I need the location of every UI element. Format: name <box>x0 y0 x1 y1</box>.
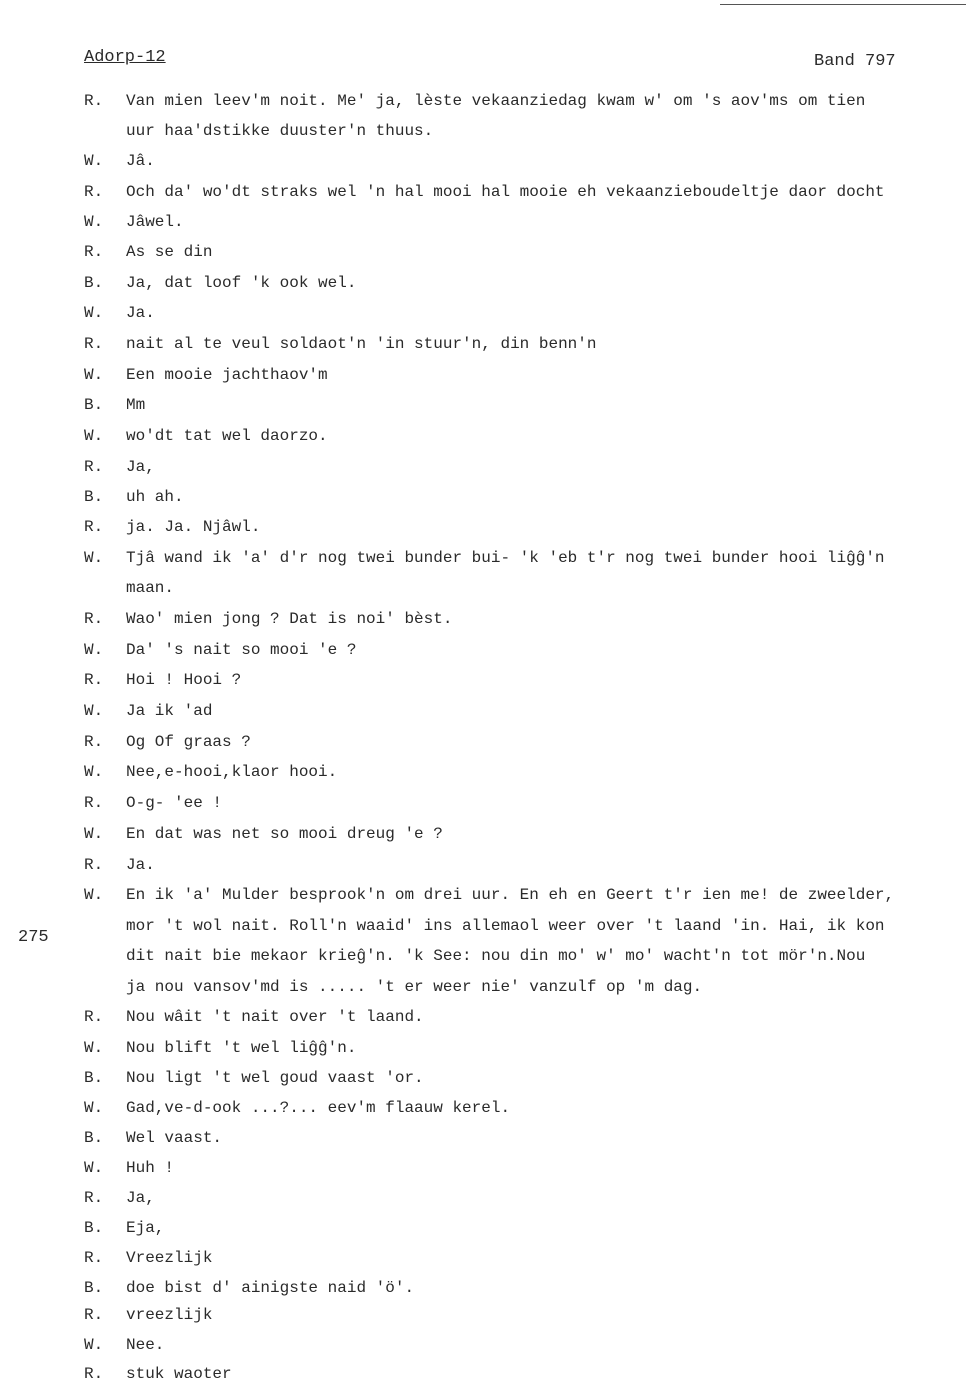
transcript-line <box>0 947 966 977</box>
speaker-label: B. <box>84 396 104 414</box>
transcript-line <box>0 825 966 855</box>
speaker-label: W. <box>84 152 104 170</box>
transcript-line <box>0 304 966 334</box>
speaker-label: R. <box>84 458 104 476</box>
speaker-label: R. <box>84 183 104 201</box>
transcript-line <box>0 1336 966 1366</box>
utterance-text: ja nou vansov'md is ..... 't er weer nie' vanzulf op 'm dag. <box>126 978 703 996</box>
transcript-line <box>0 549 966 579</box>
transcript-line <box>0 978 966 1008</box>
speaker-label: B. <box>84 1219 104 1237</box>
transcript-line <box>0 641 966 671</box>
utterance-text: Nee. <box>126 1336 165 1354</box>
speaker-label: R. <box>84 1365 104 1383</box>
transcript-line <box>0 1069 966 1099</box>
speaker-label: W. <box>84 641 104 659</box>
speaker-label: W. <box>84 763 104 781</box>
utterance-text: dit nait bie mekaor krieĝ'n. 'k See: nou din mo' w' mo' wacht'n tot mör'n.Nou <box>126 947 866 965</box>
transcript-line <box>0 1306 966 1336</box>
utterance-text: Jâ. <box>126 152 155 170</box>
utterance-text: vreezlijk <box>126 1306 213 1324</box>
utterance-text: Een mooie jachthaov'm <box>126 366 328 384</box>
utterance-text: mor 't wol nait. Roll'n waaid' ins allemaol weer over 't laand 'in. Hai, ik kon <box>126 917 885 935</box>
utterance-text: Vreezlijk <box>126 1249 213 1267</box>
transcript-line <box>0 92 966 122</box>
utterance-text: Mm <box>126 396 146 414</box>
speaker-label: W. <box>84 886 104 904</box>
utterance-text: Jâwel. <box>126 213 184 231</box>
transcript-line <box>0 183 966 213</box>
tape-number: Band 797 <box>814 52 896 71</box>
speaker-label: W. <box>84 549 104 567</box>
speaker-label: R. <box>84 610 104 628</box>
utterance-text: Og Of graas ? <box>126 733 251 751</box>
speaker-label: R. <box>84 1008 104 1026</box>
speaker-label: W. <box>84 427 104 445</box>
speaker-label: W. <box>84 213 104 231</box>
transcript-line <box>0 243 966 273</box>
speaker-label: B. <box>84 274 104 292</box>
speaker-label: B. <box>84 1279 104 1297</box>
speaker-label: B. <box>84 488 104 506</box>
speaker-label: W. <box>84 1159 104 1177</box>
speaker-label: R. <box>84 1189 104 1207</box>
speaker-label: R. <box>84 335 104 353</box>
utterance-text: Ja ik 'ad <box>126 702 213 720</box>
transcript-line <box>0 1279 966 1309</box>
transcript-line <box>0 274 966 304</box>
transcript-line <box>0 610 966 640</box>
margin-counter: 275 <box>18 928 49 947</box>
utterance-text: Eja, <box>126 1219 165 1237</box>
speaker-label: W. <box>84 1099 104 1117</box>
utterance-text: Nou blift 't wel liĝĝ'n. <box>126 1039 357 1057</box>
utterance-text: Nou ligt 't wel goud vaast 'or. <box>126 1069 424 1087</box>
utterance-text: Nee,e-hooi,klaor hooi. <box>126 763 338 781</box>
utterance-text: As se din <box>126 243 213 261</box>
speaker-label: R. <box>84 794 104 812</box>
transcript-line <box>0 856 966 886</box>
transcript-line <box>0 366 966 396</box>
speaker-label: R. <box>84 92 104 110</box>
transcript-line <box>0 152 966 182</box>
utterance-text: nait al te veul soldaot'n 'in stuur'n, din benn'n <box>126 335 597 353</box>
utterance-text: En ik 'a' Mulder besprook'n om drei uur. En eh en Geert t'r ien me! de zweelder, <box>126 886 895 904</box>
transcript-line <box>0 1129 966 1159</box>
utterance-text: Ja, <box>126 1189 155 1207</box>
transcript-line <box>0 733 966 763</box>
utterance-text: Huh ! <box>126 1159 175 1177</box>
document-id: Adorp-12 <box>84 48 166 67</box>
utterance-text: maan. <box>126 579 175 597</box>
speaker-label: R. <box>84 518 104 536</box>
speaker-label: R. <box>84 243 104 261</box>
transcript-line <box>0 1219 966 1249</box>
utterance-text: Hoi ! Hooi ? <box>126 671 242 689</box>
utterance-text: Gad,ve-d-ook ...?... eev'm flaauw kerel. <box>126 1099 511 1117</box>
transcript-line <box>0 213 966 243</box>
transcript-line <box>0 396 966 426</box>
transcript-line <box>0 1189 966 1219</box>
transcript-line <box>0 1008 966 1038</box>
transcript-line <box>0 1039 966 1069</box>
speaker-label: R. <box>84 1249 104 1267</box>
utterance-text: Nou wâit 't nait over 't laand. <box>126 1008 424 1026</box>
utterance-text: doe bist d' ainigste naid 'ö'. <box>126 1279 415 1297</box>
utterance-text: Ja. <box>126 856 155 874</box>
transcript-line <box>0 702 966 732</box>
transcript-line <box>0 458 966 488</box>
speaker-label: W. <box>84 366 104 384</box>
utterance-text: Tjâ wand ik 'a' d'r nog twei bunder bui- 'k 'eb t'r nog twei bunder hooi liĝĝ'n <box>126 549 885 567</box>
utterance-text: Ja. <box>126 304 155 322</box>
speaker-label: W. <box>84 1039 104 1057</box>
speaker-label: W. <box>84 304 104 322</box>
utterance-text: Wel vaast. <box>126 1129 223 1147</box>
utterance-text: Ja, <box>126 458 155 476</box>
transcript-line <box>0 488 966 518</box>
speaker-label: B. <box>84 1129 104 1147</box>
utterance-text: uur haa'dstikke duuster'n thuus. <box>126 122 434 140</box>
transcript-line <box>0 917 966 947</box>
speaker-label: R. <box>84 733 104 751</box>
transcript-line <box>0 335 966 365</box>
transcript-line <box>0 671 966 701</box>
speaker-label: R. <box>84 671 104 689</box>
utterance-text: Ja, dat loof 'k ook wel. <box>126 274 357 292</box>
utterance-text: Da' 's nait so mooi 'e ? <box>126 641 357 659</box>
utterance-text: ja. Ja. Njâwl. <box>126 518 261 536</box>
speaker-label: W. <box>84 1336 104 1354</box>
speaker-label: R. <box>84 1306 104 1324</box>
transcript-line <box>0 794 966 824</box>
transcript-line <box>0 763 966 793</box>
transcript-line <box>0 518 966 548</box>
transcript-line <box>0 1159 966 1189</box>
transcript-line <box>0 579 966 609</box>
speaker-label: W. <box>84 702 104 720</box>
utterance-text: Van mien leev'm noit. Me' ja, lèste vekaanziedag kwam w' om 's aov'ms om tien <box>126 92 866 110</box>
utterance-text: Wao' mien jong ? Dat is noi' bèst. <box>126 610 453 628</box>
utterance-text: wo'dt tat wel daorzo. <box>126 427 328 445</box>
utterance-text: uh ah. <box>126 488 184 506</box>
transcript-line <box>0 122 966 152</box>
transcript-line <box>0 886 966 916</box>
transcript-line <box>0 427 966 457</box>
speaker-label: B. <box>84 1069 104 1087</box>
transcript-line <box>0 1249 966 1279</box>
utterance-text: O-g- 'ee ! <box>126 794 223 812</box>
utterance-text: En dat was net so mooi dreug 'e ? <box>126 825 443 843</box>
speaker-label: W. <box>84 825 104 843</box>
transcript-line <box>0 1099 966 1129</box>
transcript-line <box>0 1365 966 1395</box>
utterance-text: Och da' wo'dt straks wel 'n hal mooi hal mooie eh vekaanzieboudeltje daor docht <box>126 183 885 201</box>
utterance-text: stuk waoter <box>126 1365 232 1383</box>
speaker-label: R. <box>84 856 104 874</box>
